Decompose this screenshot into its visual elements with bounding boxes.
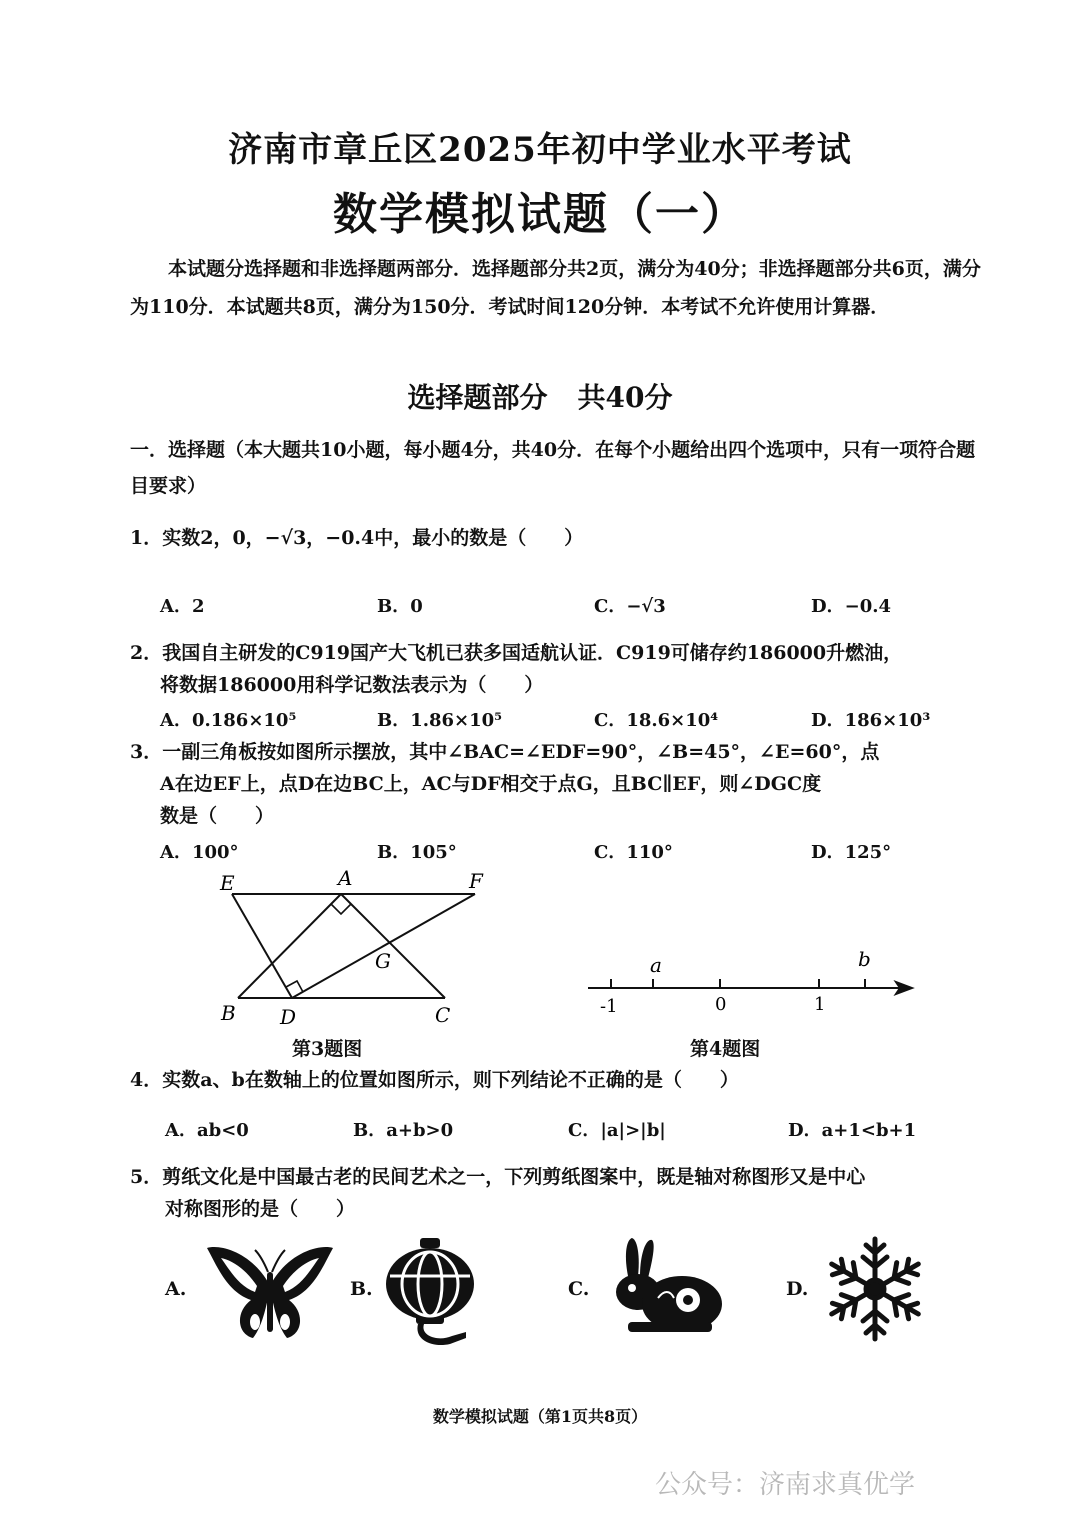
q3-stem-line1: 3．一副三角板按如图所示摆放，其中∠BAC=∠EDF=90°，∠B=45°，∠E=60°，点	[130, 741, 880, 763]
q5-option-c-label: C.	[568, 1278, 590, 1300]
exam-title-line2: 数学模拟试题（一）	[333, 189, 747, 240]
q2-option-a: A．0.186×10⁵	[160, 710, 297, 731]
label-1: 1	[814, 994, 826, 1015]
edge-ed	[232, 894, 292, 998]
q5-option-d-label: D.	[786, 1278, 809, 1300]
page-footer: 数学模拟试题（第1页共8页）	[432, 1407, 648, 1426]
q4-number-line	[580, 946, 920, 1026]
q4-option-d: D．a+1<b+1	[788, 1120, 917, 1141]
section-heading	[0, 376, 1080, 416]
q2-stem-line2: 将数据186000用科学记数法表示为（ ）	[160, 674, 544, 696]
q2-options	[160, 706, 1028, 732]
q3-option-d: D．125°	[811, 842, 892, 863]
q3-stem-line3: 数是（ ）	[160, 805, 275, 827]
q4-stem: 4．实数a、b在数轴上的位置如图所示，则下列结论不正确的是（ ）	[130, 1069, 739, 1091]
q3-option-c: C．110°	[594, 842, 673, 863]
q3-option-b: B．105°	[377, 842, 457, 863]
q1-option-c: C．−√3	[594, 596, 666, 617]
butterfly-papercut-icon	[205, 1242, 335, 1346]
label-f: F	[469, 869, 483, 893]
edge-ba	[238, 894, 341, 998]
label-e: E	[220, 871, 235, 895]
label-g: G	[375, 949, 391, 973]
q2-stem-line1: 2．我国自主研发的C919国产大飞机已获多国适航认证．C919可储存约186000升燃油，	[130, 642, 903, 664]
q3-triangle-figure	[210, 866, 500, 1036]
q1-option-a: A．2	[160, 596, 205, 617]
q2-option-d: D．186×10³	[811, 710, 931, 731]
label-neg1: -1	[600, 996, 618, 1017]
snowflake-papercut-icon	[820, 1234, 930, 1344]
q3-stem-line2: A在边EF上，点D在边BC上，AC与DF相交于点G，且BC∥EF，则∠DGC度	[160, 773, 822, 795]
section-score: 共40分	[577, 381, 673, 414]
q5-option-a-label: A.	[165, 1278, 187, 1300]
exam-title-line1: 济南市章丘区2025年初中学业水平考试	[228, 130, 852, 170]
q5-stem-line2: 对称图形的是（ ）	[165, 1198, 356, 1220]
wechat-watermark: 公众号：济南求真优学	[655, 1470, 916, 1500]
label-b: B	[221, 1001, 236, 1025]
q2-option-c: C．18.6×10⁴	[594, 710, 719, 731]
label-0: 0	[715, 994, 727, 1015]
label-b-point: b	[858, 947, 871, 971]
q4-option-b: B．a+b>0	[353, 1120, 454, 1141]
label-a-point: a	[650, 953, 662, 977]
q5-stem-line1: 5．剪纸文化是中国最古老的民间艺术之一，下列剪纸图案中，既是轴对称图形又是中心	[130, 1166, 866, 1188]
q2-option-b: B．1.86×10⁵	[377, 710, 503, 731]
section-title: 选择题部分	[407, 381, 548, 414]
edge-df	[292, 894, 475, 998]
right-angle-mark-a	[331, 904, 351, 914]
q4-option-c: C．|a|>|b|	[568, 1120, 666, 1141]
edge-ac	[341, 894, 445, 998]
rabbit-papercut-icon	[608, 1236, 724, 1336]
q4-option-a: A．ab<0	[165, 1120, 249, 1141]
q1-options	[160, 592, 1028, 618]
q4-options	[165, 1116, 1005, 1142]
label-a: A	[338, 866, 353, 890]
label-d: D	[280, 1005, 297, 1029]
q1-option-d: D．−0.4	[811, 596, 892, 617]
label-c: C	[435, 1003, 451, 1027]
q1-option-b: B．0	[377, 596, 423, 617]
part-one-instructions: 一．选择题（本大题共10小题，每小题4分，共40分．在每个小题给出四个选项中，只有一项符合题目要求）	[130, 439, 976, 497]
q1-stem: 1．实数2，0，−√3，−0.4中，最小的数是（ ）	[130, 527, 584, 549]
q4-figure-caption: 第4题图	[690, 1038, 761, 1060]
q5-option-b-label: B.	[350, 1278, 373, 1300]
exam-instructions: 本试题分选择题和非选择题两部分．选择题部分共2页，满分为40分；非选择题部分共6页，满分为110分．本试题共8页，满分为150分．考试时间120分钟．本考试不允许使用计算器．	[130, 258, 981, 318]
q3-figure-caption: 第3题图	[292, 1038, 363, 1060]
q3-options	[160, 838, 1028, 864]
q3-option-a: A．100°	[160, 842, 239, 863]
lantern-papercut-icon	[380, 1236, 480, 1346]
